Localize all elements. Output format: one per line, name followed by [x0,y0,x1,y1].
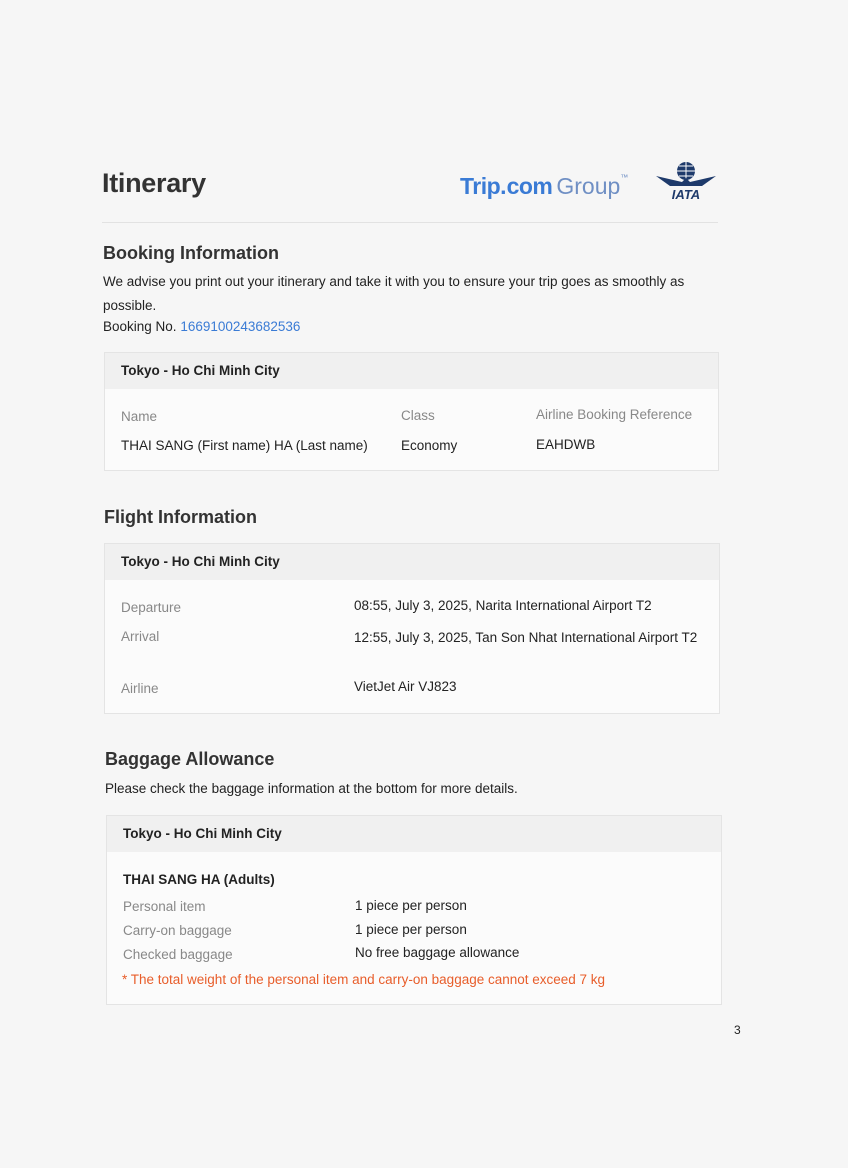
personal-item-value: 1 piece per person [355,898,467,913]
checked-baggage-label: Checked baggage [123,947,233,962]
booking-reference-label: Airline Booking Reference [536,407,693,422]
airline-label: Airline [121,681,159,696]
baggage-card-route: Tokyo - Ho Chi Minh City [107,816,721,852]
checked-baggage-value: No free baggage allowance [355,945,520,960]
departure-value: 08:55, July 3, 2025, Narita International Airport T2 [354,598,652,613]
flight-card [104,543,720,714]
booking-number-label: Booking No. [103,319,177,334]
flight-info-heading: Flight Information [104,507,257,527]
booking-reference-value: EAHDWB [536,437,596,452]
booking-number-line [103,315,300,339]
logo-trip-text: Trip [460,173,501,199]
booking-card-route: Tokyo - Ho Chi Minh City [105,353,718,389]
page-header [102,160,718,223]
booking-info-heading: Booking Information [103,243,279,263]
baggage-intro-text: Please check the baggage information at the bottom for more details. [105,781,518,796]
class-value: Economy [401,438,458,453]
class-label: Class [401,408,435,423]
tripcom-group-logo [460,173,628,200]
iata-logo [654,160,718,202]
flight-card-route: Tokyo - Ho Chi Minh City [105,544,719,580]
logo-dot: . [500,173,507,199]
iata-text: IATA [671,187,701,202]
booking-number-value: 1669100243682536 [180,319,301,334]
carry-on-value: 1 piece per person [355,922,467,937]
baggage-passenger-name: THAI SANG HA (Adults) [123,872,275,887]
passenger-name-value: THAI SANG (First name) HA (Last name) [121,438,368,453]
page-number: 3 [734,1023,741,1037]
logo-group-text: Group [556,173,621,199]
carry-on-label: Carry-on baggage [123,923,232,938]
departure-label: Departure [121,600,182,615]
name-label: Name [121,409,158,424]
booking-advice-text: We advise you print out your itinerary and take it with you to ensure your trip goes as smoothly as possible. [103,274,685,313]
personal-item-label: Personal item [123,899,206,914]
logo-com-text: com [506,173,553,199]
airline-value: VietJet Air VJ823 [354,679,457,694]
page-title: Itinerary [102,168,206,198]
baggage-weight-note: * The total weight of the personal item and carry-on baggage cannot exceed 7 kg [122,972,606,987]
baggage-card [106,815,722,1005]
arrival-value: 12:55, July 3, 2025, Tan Son Nhat International Airport T2 [354,630,698,645]
baggage-allowance-heading: Baggage Allowance [105,749,275,769]
arrival-label: Arrival [121,629,160,644]
logo-tm: ™ [620,173,629,182]
booking-card [104,352,719,471]
